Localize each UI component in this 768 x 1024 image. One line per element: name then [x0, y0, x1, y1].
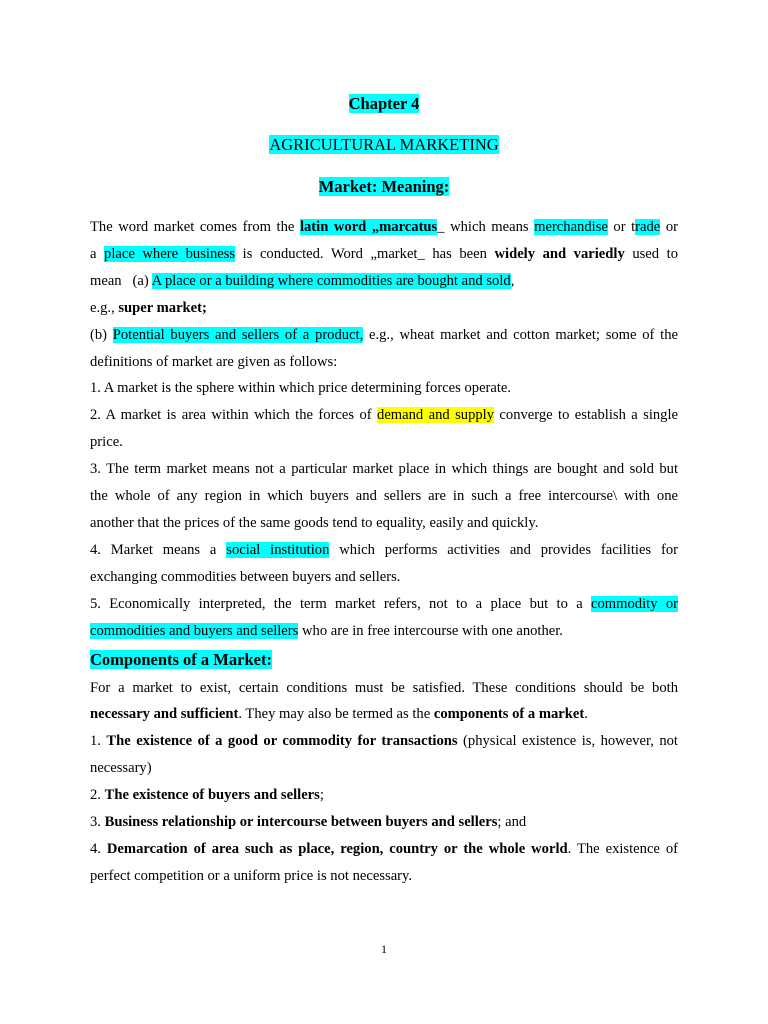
paragraph-line: [90, 241, 678, 268]
text-run: mean (a): [90, 272, 152, 289]
text-run: or t: [607, 219, 636, 235]
paragraph-line: [90, 349, 678, 376]
bold-text: components of a market: [433, 706, 585, 723]
text-run: .: [584, 706, 588, 723]
paragraph-line: [90, 755, 678, 782]
text-run: ,: [510, 272, 515, 289]
paragraph-line: [90, 214, 678, 241]
paragraph-line: [90, 564, 678, 591]
definition-5: [90, 591, 678, 618]
paragraph-line: [90, 295, 678, 322]
bold-text: widely and variedly: [494, 245, 625, 262]
paragraph-line: [90, 268, 678, 295]
section-heading-components-text: Components of a Market:: [90, 649, 272, 669]
component-3: [90, 809, 678, 836]
text-run: . They may also be termed as the: [238, 706, 434, 723]
definition-4: [90, 537, 678, 564]
text-run: e.g.,: [90, 299, 119, 316]
page-number: 1: [381, 942, 387, 956]
section-heading-meaning: [0, 177, 768, 197]
text-run: the whole of any region in which buyers and sellers are in such a free intercourse\ with one: [90, 488, 678, 505]
bold-text: The existence of a good or commodity for transactions: [106, 733, 458, 750]
text-run: exchanging commodities between buyers and sellers.: [90, 568, 401, 585]
bold-text: Business relationship or intercourse between buyers and sellers: [104, 814, 498, 831]
bold-text: necessary and sufficient: [90, 706, 239, 723]
paragraph-line: [90, 429, 678, 456]
text-run: 1. A market is the sphere within which price determining forces operate.: [90, 380, 512, 397]
bold-text: super market;: [118, 299, 207, 316]
text-run: converge to establish a single: [494, 407, 679, 424]
text-run: 1.: [90, 733, 107, 750]
component-4: [90, 836, 678, 863]
text-run: 5. Economically interpreted, the term market refers, not to a place but to a: [90, 595, 592, 612]
text-run: (physical existence is, however, not: [457, 733, 678, 750]
highlighted-text: commodities and buyers and sellers: [90, 622, 299, 639]
bold-text: Demarcation of area such as place, region, country or the whole world: [106, 840, 568, 857]
definition-1: [90, 375, 678, 402]
chapter-title-text: AGRICULTURAL MARKETING: [269, 135, 499, 154]
text-run: e.g., wheat market and cotton market; some of the: [363, 326, 678, 343]
text-run: 3. The term market means not a particular market place in which things are bought and sold but: [90, 461, 678, 478]
component-2: [90, 782, 678, 809]
text-run: 2.: [90, 787, 105, 804]
highlighted-text: rade: [635, 219, 661, 235]
text-run: ;: [319, 787, 324, 804]
paragraph-line: [90, 701, 678, 728]
text-run: The word market comes from the: [90, 219, 300, 235]
component-1: [90, 728, 678, 755]
definition-3: [90, 456, 678, 483]
highlighted-text: Potential buyers and sellers of a product,: [112, 326, 364, 343]
text-run: is conducted. Word „market_ has been: [235, 245, 495, 262]
text-run: or: [660, 219, 678, 235]
text-run: used to: [624, 245, 678, 262]
text-run: price.: [90, 434, 123, 451]
paragraph-line: [90, 483, 678, 510]
text-run: who are in free intercourse with one another.: [298, 622, 563, 639]
paragraph-line: [90, 510, 678, 537]
highlighted-text-yellow: demand and supply: [377, 407, 495, 424]
text-run: ; and: [497, 814, 527, 831]
section-heading-components: [90, 645, 678, 675]
text-run: _ which means: [437, 219, 535, 235]
text-run: (b): [90, 326, 113, 343]
document-body: [90, 214, 678, 890]
text-run: another that the prices of the same goods tend to equality, easily and quickly.: [90, 514, 539, 531]
section-heading-meaning-text: Market: Meaning:: [318, 177, 450, 196]
chapter-label: Chapter 4: [348, 94, 420, 113]
text-run: 3.: [90, 814, 105, 831]
text-run: which performs activities and provides facilities for: [329, 541, 678, 558]
text-run: 4.: [90, 840, 107, 857]
text-run: a: [90, 245, 105, 262]
bold-text: The existence of buyers and sellers: [104, 787, 320, 804]
definition-2: [90, 402, 678, 429]
text-run: definitions of market are given as follows:: [90, 353, 338, 370]
highlighted-text: social institution: [226, 541, 330, 558]
chapter-title: [0, 135, 768, 155]
text-run: perfect competition or a uniform price is not necessary.: [90, 867, 413, 884]
paragraph-line: [90, 618, 678, 645]
text-run: 4. Market means a: [90, 541, 227, 558]
text-run: necessary): [90, 760, 152, 777]
highlighted-text: commodity or: [591, 595, 678, 612]
highlighted-text: merchandise: [534, 219, 608, 235]
components-intro: [90, 675, 678, 702]
highlighted-text: latin word „marcatus: [299, 219, 438, 235]
highlighted-text: A place or a building where commodities are bought and sold: [151, 272, 511, 289]
paragraph-line: [90, 863, 678, 890]
paragraph-line: [90, 322, 678, 349]
text-run: . The existence of: [567, 840, 678, 857]
text-run: For a market to exist, certain conditions must be satisfied. These conditions should be both: [90, 679, 678, 696]
text-run: 2. A market is area within which the forces of: [90, 407, 378, 424]
chapter-heading: [0, 94, 768, 114]
highlighted-text: place where business: [104, 245, 236, 262]
